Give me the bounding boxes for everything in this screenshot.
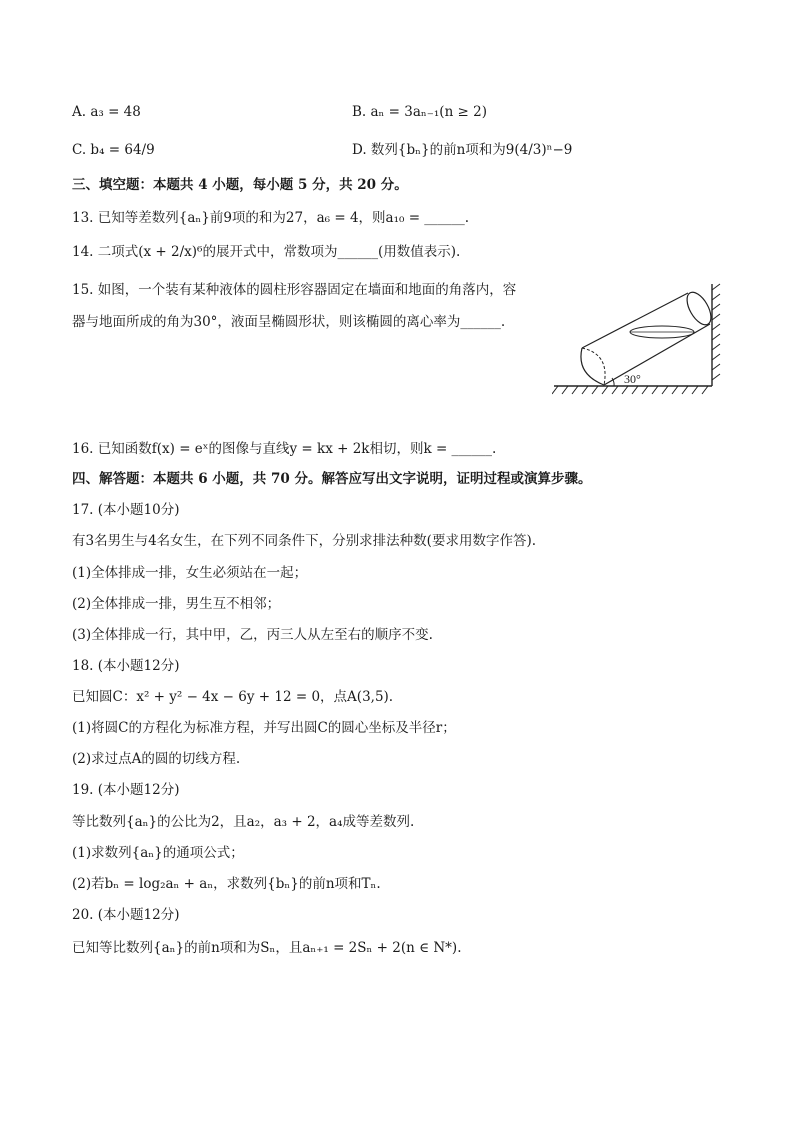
cylinder-bottom-edge: [604, 324, 710, 385]
question-17-part-3: (3)全体排成一行，其中甲，乙，丙三人从左至右的顺序不变.: [72, 627, 433, 643]
question-19-title: 19. (本小题12分): [72, 782, 180, 798]
angle-label: 30°: [624, 372, 641, 386]
question-20-title: 20. (本小题12分): [72, 907, 180, 923]
section-3-heading: 三、填空题：本题共 4 小题，每小题 5 分，共 20 分。: [72, 177, 408, 193]
question-15-line-2: 器与地面所成的角为30°，液面呈椭圆形状，则该椭圆的离心率为______.: [72, 314, 506, 330]
cylinder-upper-end: [682, 288, 716, 328]
question-17-part-1: (1)全体排成一排，女生必须站在一起；: [72, 565, 308, 581]
choice-a: A. a₃ = 48: [72, 104, 141, 120]
question-20-stem: 已知等比数列{aₙ}的前n项和为Sₙ，且aₙ₊₁ = 2Sₙ + 2(n ∈ N*).: [72, 940, 462, 956]
cylinder-lower-end: [581, 348, 604, 385]
question-19-part-2: (2)若bₙ = log₂aₙ + aₙ，求数列{bₙ}的前n项和Tₙ.: [72, 876, 381, 892]
question-17-title: 17. (本小题10分): [72, 502, 180, 518]
wall-hatching: [712, 284, 720, 380]
question-14: 14. 二项式(x + 2/x)⁶的展开式中，常数项为______(用数值表示).: [72, 244, 461, 260]
question-13: 13. 已知等差数列{aₙ}前9项的和为27，a₆ = 4，则a₁₀ = ______.: [72, 210, 470, 226]
question-19-part-1: (1)求数列{aₙ}的通项公式；: [72, 845, 244, 861]
cylinder-figure: [552, 282, 722, 398]
cylinder-top-edge: [582, 293, 688, 348]
choice-d: D. 数列{bₙ}的前n项和为9(4/3)ⁿ−9: [352, 142, 573, 158]
cylinder-diagram: [552, 282, 722, 398]
question-17-stem: 有3名男生与4名女生，在下列不同条件下，分别求排法种数(要求用数字作答).: [72, 533, 537, 549]
choice-b: B. aₙ = 3aₙ₋₁(n ≥ 2): [352, 104, 488, 120]
question-18-stem: 已知圆C：x² + y² − 4x − 6y + 12 = 0，点A(3,5).: [72, 689, 394, 705]
choice-c: C. b₄ = 64/9: [72, 142, 155, 158]
question-19-stem: 等比数列{aₙ}的公比为2，且a₂，a₃ + 2，a₄成等差数列.: [72, 814, 415, 830]
section-4-heading: 四、解答题：本题共 6 小题，共 70 分。解答应写出文字说明，证明过程或演算步骤。: [72, 471, 592, 487]
question-15-line-1: 15. 如图，一个装有某种液体的圆柱形容器固定在墙面和地面的角落内，容: [72, 282, 517, 298]
question-17-part-2: (2)全体排成一排，男生互不相邻；: [72, 596, 281, 612]
question-18-part-1: (1)将圆C的方程化为标准方程，并写出圆C的圆心坐标及半径r；: [72, 720, 456, 736]
question-18-title: 18. (本小题12分): [72, 658, 180, 674]
ground-hatching: [552, 386, 708, 394]
question-16: 16. 已知函数f(x) = eˣ的图像与直线y = kx + 2k相切，则k = ______.: [72, 441, 497, 457]
question-18-part-2: (2)求过点A的圆的切线方程.: [72, 751, 241, 767]
